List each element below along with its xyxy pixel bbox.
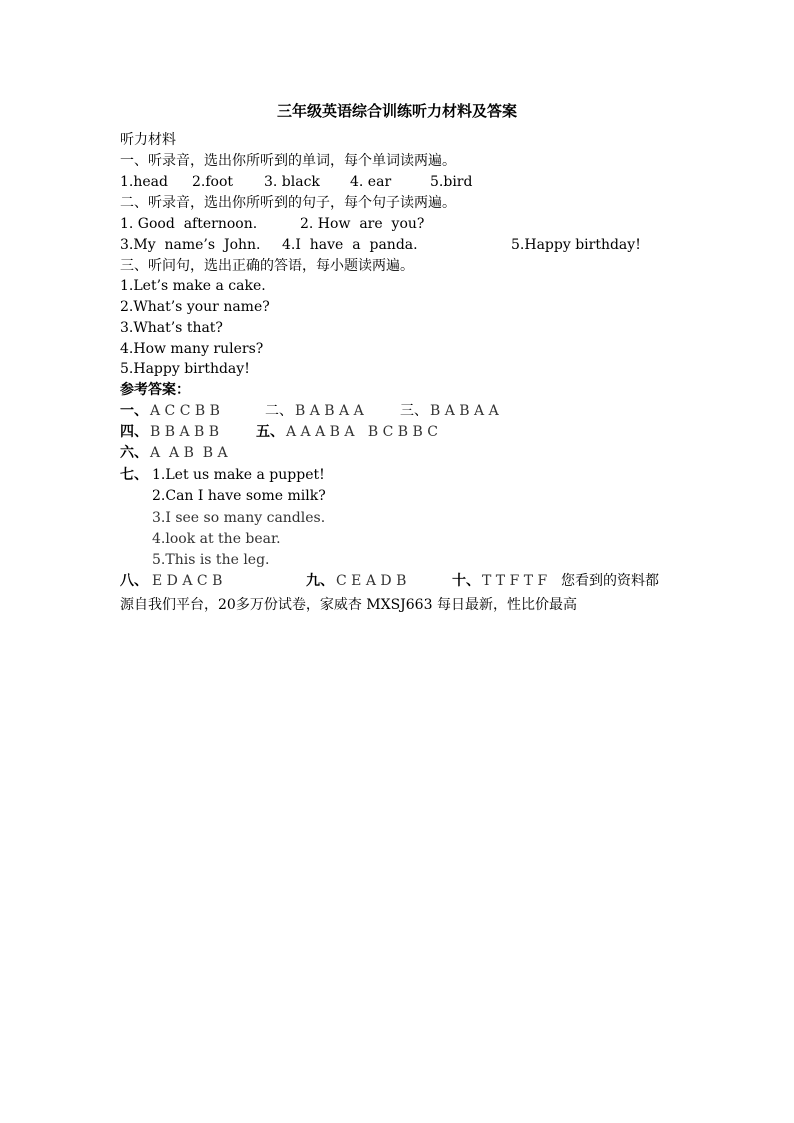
answer-6-label: 六、 [120,445,148,461]
sentence-item: 3.My name’s John. [120,237,261,253]
answer-7-item: 1.Let us make a puppet! [152,467,325,483]
sentence-item: 2. How are you? [300,216,425,232]
answer-7-item: 3.I see so many candles. [152,510,326,526]
document-title: 三年级英语综合训练听力材料及答案 [276,102,517,120]
sentence-item: 5.Happy birthday! [511,237,641,253]
question-item: 5.Happy birthday! [120,361,250,377]
answer-6: A A B B A [150,445,228,461]
word-item: 5.bird [430,174,473,190]
answer-7-label: 七、 [120,467,148,483]
word-item: 3. black [264,174,320,190]
answer-2: B A B A A [295,403,364,419]
question-item: 2.What’s your name? [120,299,270,315]
answer-3: B A B A A [430,403,499,419]
word-item: 4. ear [350,174,392,190]
listening-label: 听力材料 [120,132,176,148]
answer-5: A A A B A B C B B C [286,424,438,440]
answer-9: C E A D B [336,573,407,589]
answer-4: B B A B B [150,424,220,440]
word-item: 1.head [120,174,168,190]
answer-4-label: 四、 [120,424,148,440]
answer-10-label: 十、 [452,573,480,589]
answer-5-label: 五、 [256,424,284,440]
part1-instruction: 一、听录音，选出你所听到的单词，每个单词读两遍。 [120,153,456,169]
answer-2-label: 二、 [265,403,293,419]
word-item: 2.foot [192,174,234,190]
answer-10: T T F T F [482,573,548,589]
answer-1-label: 一、 [120,403,148,419]
answer-8-label: 八、 [120,573,148,589]
footer-line2: 源自我们平台，20多万份试卷，家威杏 MXSJ663 每日最新，性比价最高 [120,597,577,613]
part2-instruction: 二、听录音，选出你所听到的句子，每个句子读两遍。 [120,195,456,211]
question-item: 3.What’s that? [120,320,223,336]
footer-line1-tail: 您看到的资料都 [561,573,659,589]
sentence-item: 4.I have a panda. [282,237,418,253]
answers-label: 参考答案： [120,382,190,398]
answer-3-label: 三、 [400,403,428,419]
answer-7-item: 4.look at the bear. [152,531,281,547]
answer-1: A C C B B [150,403,220,419]
answer-9-label: 九、 [306,573,334,589]
question-item: 1.Let’s make a cake. [120,278,266,294]
question-item: 4.How many rulers? [120,341,264,357]
answer-7-item: 2.Can I have some milk? [152,488,326,504]
answer-7-item: 5.This is the leg. [152,552,270,568]
part3-instruction: 三、听问句，选出正确的答语，每小题读两遍。 [120,258,414,274]
sentence-item: 1. Good afternoon. [120,216,258,232]
answer-8: E D A C B [152,573,223,589]
